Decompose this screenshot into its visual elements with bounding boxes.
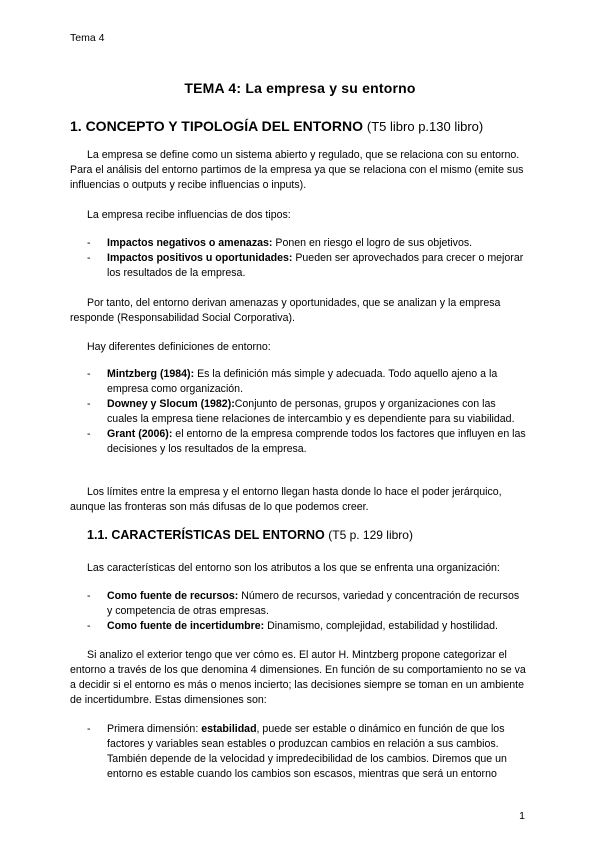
paragraph-3: Por tanto, del entorno derivan amenazas y oportunidades, que se analizan y la empresa responde (Responsabilidad Social Corporativa). <box>70 297 501 324</box>
document-title: TEMA 4: La empresa y su entorno <box>184 80 416 96</box>
list-item-prefix: Primera dimensión: <box>107 723 202 735</box>
page-number: 1 <box>519 810 525 822</box>
section-heading-1-1-ref: (T5 p. 129 libro) <box>328 528 413 542</box>
section-heading-1-ref: (T5 libro p.130 libro) <box>366 119 484 134</box>
list-item: - Impactos negativos o amenazas: Ponen en riesgo el logro de sus objetivos. <box>87 237 473 249</box>
section-heading-1-text: 1. CONCEPTO Y TIPOLOGÍA DEL ENTORNO <box>70 118 364 134</box>
section-heading-1 <box>70 118 483 134</box>
paragraph-7: Si analizo el exterior tengo que ver cómo es. El autor H. Mintzberg propone categorizar el entorno a través de los que denomina 4 dimensiones. En función de su comportamiento no se va a decidir si el entorno es más o menos incierto; las decisiones siempre se toman en un ambiente de incertidumbre. Estas dimensiones son: <box>70 649 526 706</box>
definitions-list <box>87 367 527 457</box>
list-item-term: Impactos negativos o amenazas: <box>107 237 273 249</box>
paragraph-6: Las características del entorno son los atributos a los que se enfrenta una organización: <box>87 562 500 574</box>
running-header: Tema 4 <box>70 32 105 44</box>
list-item-term: Mintzberg (1984): <box>107 368 195 380</box>
section-heading-1-1 <box>87 528 413 542</box>
list-item-text: Pueden ser aprovechados para crecer o mejorar los resultados de la empresa. <box>107 252 524 279</box>
list-item-term: Como fuente de recursos: <box>107 590 239 602</box>
list-item-text: Ponen en riesgo el logro de sus objetivos. <box>272 237 473 249</box>
paragraph-4: Hay diferentes definiciones de entorno: <box>87 341 271 353</box>
list-item-text: Número de recursos, variedad y concentración de recursos y competencia de otras empresas. <box>107 590 520 617</box>
list-item-term: Como fuente de incertidumbre: <box>107 620 265 632</box>
list-item-text: Es la definición más simple y adecuada. Todo aquello ajeno a la empresa como organización. <box>107 368 498 395</box>
list-item-term: Impactos positivos u oportunidades: <box>107 252 293 264</box>
list-item: - Como fuente de incertidumbre: Dinamismo, complejidad, estabilidad y hostilidad. <box>87 620 498 632</box>
paragraph-2: La empresa recibe influencias de dos tipos: <box>87 209 291 221</box>
list-item-term: Downey y Slocum (1982): <box>107 398 235 410</box>
list-item: - Impactos positivos u oportunidades: Pueden ser aprovechados para crecer o mejorar los resultados de la empresa. <box>87 252 524 279</box>
list-item: - Como fuente de recursos: Número de recursos, variedad y concentración de recursos y competencia de otras empresas. <box>87 590 520 617</box>
list-item: - Primera dimensión: estabilidad, puede ser estable o dinámico en función de que los factores y variables sean estables o produzcan cambios en relación a sus cambios. También depende de la velocidad y impredecibilidad de los cambios. Diremos que un entorno es estable cuando los cambios son escasos, mientras que será un entorno <box>87 723 507 780</box>
list-item: - Downey y Slocum (1982):Conjunto de personas, grupos y organizaciones con las cuales la empresa tiene relaciones de intercambio y es dependiente para su viabilidad. <box>87 398 515 425</box>
list-item: - Mintzberg (1984): Es la definición más simple y adecuada. Todo aquello ajeno a la empresa como organización. <box>87 368 498 395</box>
list-item-term: estabilidad <box>201 723 257 735</box>
paragraph-5: Los límites entre la empresa y el entorno llegan hasta donde lo hace el poder jerárquico, aunque las fronteras son más difusas de lo que podemos creer. <box>70 486 502 513</box>
influences-list <box>87 236 527 281</box>
paragraph-1: La empresa se define como un sistema abierto y regulado, que se relaciona con su entorno. Para el análisis del entorno partimos de la empresa ya que se relaciona con el mismo (emite sus influencias o outputs y recibe influencias o inputs). <box>70 149 524 191</box>
list-item: - Grant (2006): el entorno de la empresa comprende todos los factores que influyen en las decisiones y los resultados de la empresa. <box>87 428 526 455</box>
dimensions-list <box>87 722 527 782</box>
list-item-text: Conjunto de personas, grupos y organizaciones con las cuales la empresa tiene relaciones de intercambio y es dependiente para su viabilidad. <box>107 398 515 425</box>
section-heading-1-1-text: 1.1. CARACTERÍSTICAS DEL ENTORNO <box>87 528 325 542</box>
list-item-text: Dinamismo, complejidad, estabilidad y hostilidad. <box>264 620 498 632</box>
list-item-term: Grant (2006): <box>107 428 173 440</box>
characteristics-list <box>87 589 527 634</box>
list-item-text: el entorno de la empresa comprende todos los factores que influyen en las decisiones y los resultados de la empresa. <box>107 428 526 455</box>
list-item-text: , puede ser estable o dinámico en función de que los factores y variables sean estables o produzcan cambios en relación a sus cambios. También depende de la velocidad y impredecibilidad de los cambios. Diremos que un entorno es estable cuando los cambios son escasos, mientras que será un entorno <box>107 723 507 780</box>
